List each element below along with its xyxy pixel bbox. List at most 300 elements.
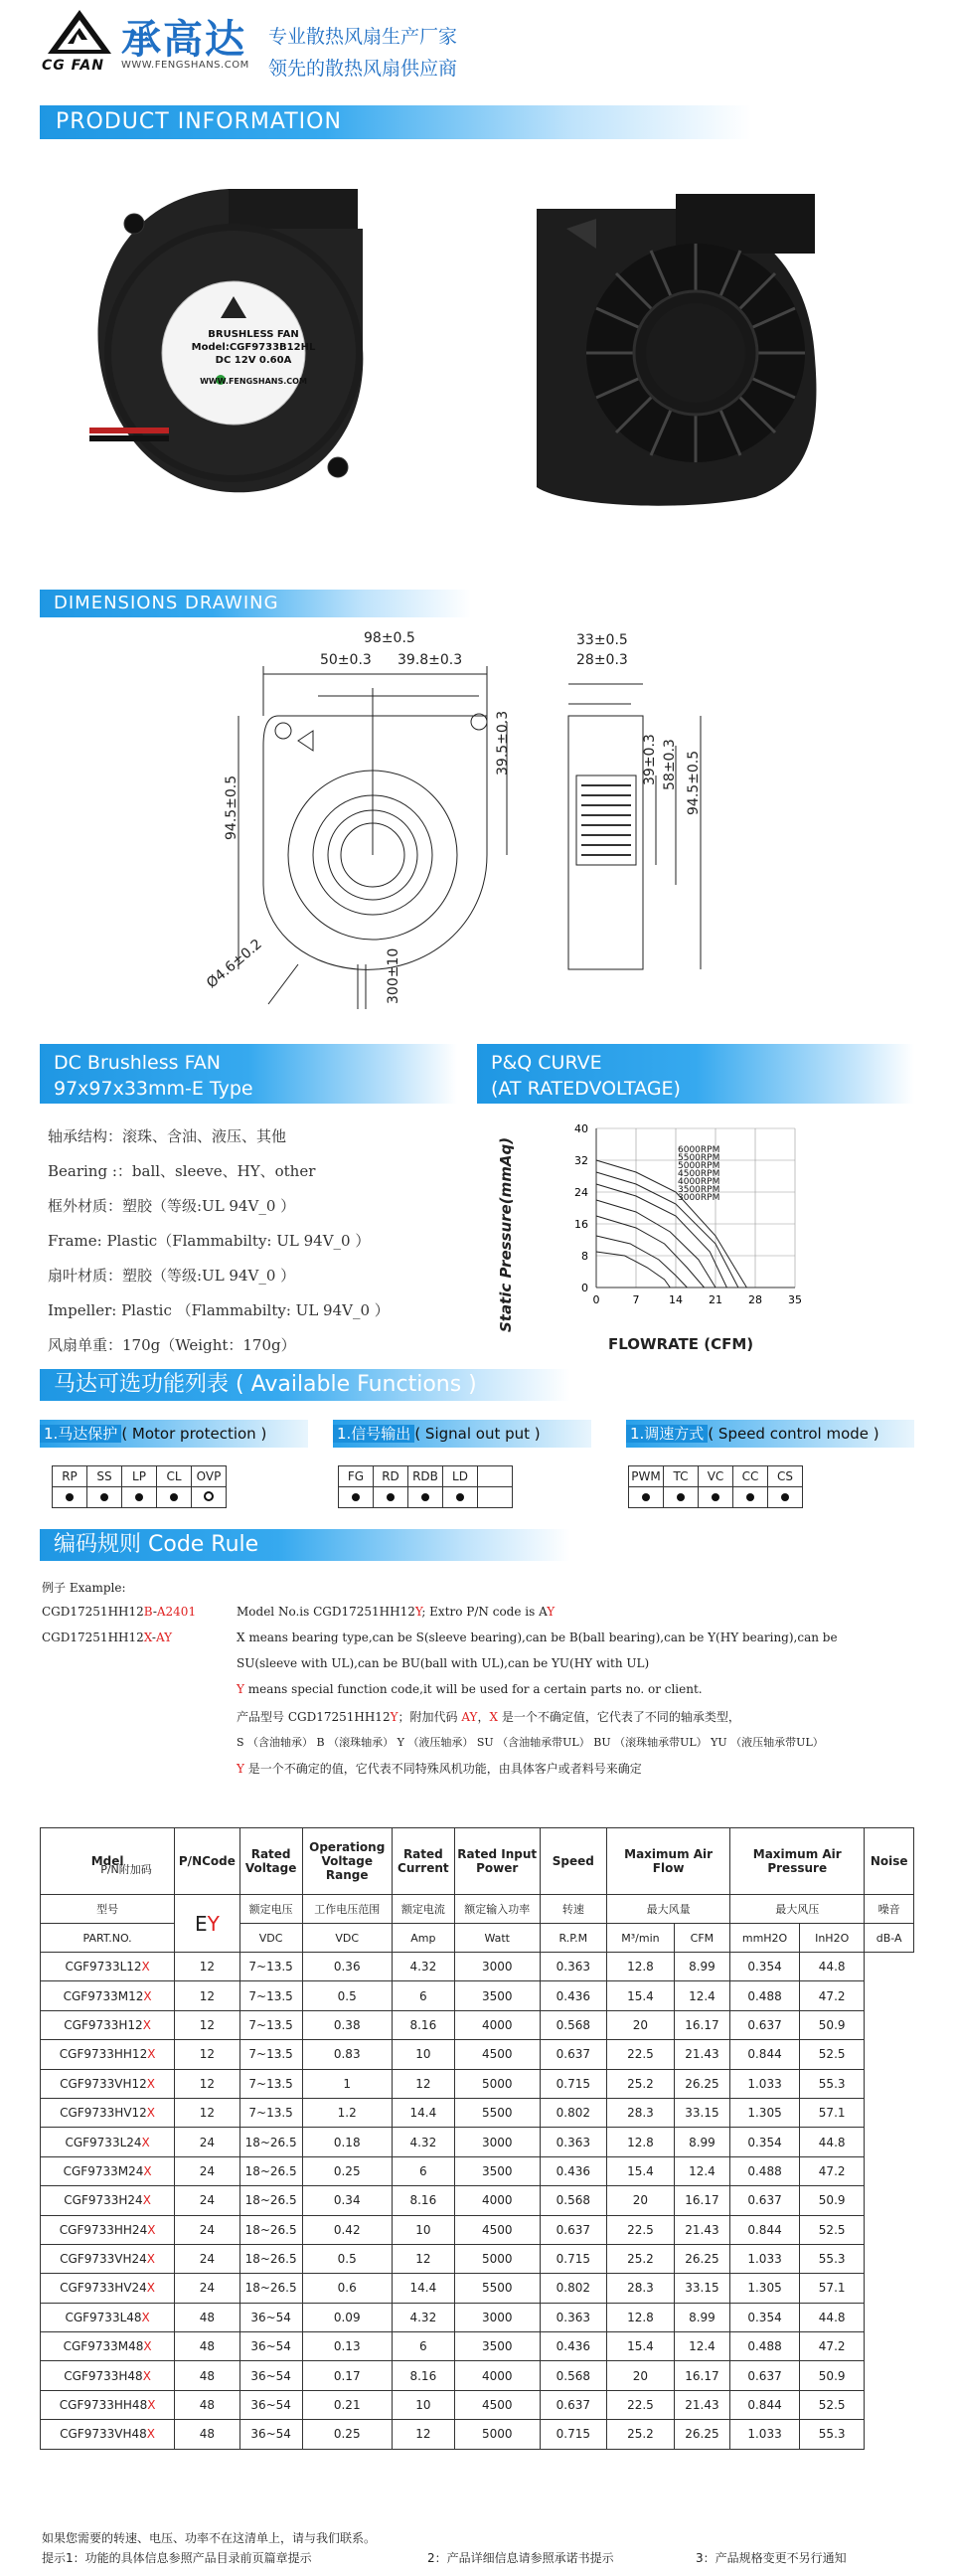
unit-cell: M³/min — [607, 1924, 675, 1953]
cg-fan-logo-icon — [48, 10, 111, 54]
model-cell: CGF9733M12X — [41, 1981, 175, 2010]
cell-m3: 0.568 — [540, 2186, 607, 2215]
cell-w: 4.32 — [392, 1953, 454, 1981]
cell-v: 24 — [175, 2186, 239, 2215]
cell-a: 0.83 — [302, 2040, 392, 2069]
cell-cfm: 28.3 — [607, 2098, 675, 2127]
cell-cfm: 28.3 — [607, 2274, 675, 2303]
cell-s: 3500 — [454, 1981, 540, 2010]
sub-header: 噪音 — [865, 1895, 914, 1924]
th-rated-voltage: Rated Voltage — [239, 1828, 302, 1895]
code-example-label: 例子 Example: — [42, 1581, 126, 1595]
table-row — [41, 2332, 914, 2361]
spec-line: Impeller: Plastic （Flammabilty: UL 94V_0 ） — [48, 1301, 390, 1319]
slogan-2: 领先的散热风扇供应商 — [268, 58, 458, 80]
fn-label: FG — [339, 1466, 374, 1487]
x-tick-label: 28 — [748, 1293, 762, 1306]
speed-control-grid — [628, 1465, 803, 1508]
cell-in: 0.354 — [730, 1953, 800, 1981]
cell-m3: 0.802 — [540, 2098, 607, 2127]
cell-r: 18~26.5 — [239, 2244, 302, 2273]
x-tick-label: 21 — [709, 1293, 722, 1306]
table-row — [41, 2390, 914, 2419]
model-cell: CGF9733H24X — [41, 2186, 175, 2215]
cell-r: 7~13.5 — [239, 1981, 302, 2010]
code-x-line2: SU(sleeve with UL),can be BU(ball with UL),can be YU(HY with UL) — [237, 1656, 650, 1670]
model-cell: CGF9733HH24X — [41, 2215, 175, 2244]
option-dot-icon — [746, 1493, 754, 1501]
model-cell: CGF9733VH12X — [41, 2069, 175, 2098]
functions-heading: 马达可选功能列表 ( Available Functions ) — [40, 1369, 570, 1401]
cell-db: 52.5 — [799, 2040, 864, 2069]
model-cell: CGF9733M24X — [41, 2156, 175, 2185]
dim-39-8: 39.8±0.3 — [398, 652, 463, 668]
code-rule-heading: 编码规则 Code Rule — [40, 1529, 570, 1561]
x-tick-label: 0 — [592, 1293, 600, 1306]
cell-r: 7~13.5 — [239, 2069, 302, 2098]
series-label: 3500RPM — [678, 1185, 720, 1195]
cell-s: 5500 — [454, 2098, 540, 2127]
cell-db: 52.5 — [799, 2215, 864, 2244]
cell-a: 0.36 — [302, 1953, 392, 1981]
cell-m3: 0.363 — [540, 2303, 607, 2331]
fan-back-photo — [527, 189, 825, 517]
cell-in: 0.488 — [730, 1981, 800, 2010]
unit-cell: InH2O — [799, 1924, 864, 1953]
cell-v: 48 — [175, 2332, 239, 2361]
series-label: 4500RPM — [678, 1169, 720, 1179]
table-row — [41, 2098, 914, 2127]
cell-v: 48 — [175, 2303, 239, 2331]
cell-r: 7~13.5 — [239, 2098, 302, 2127]
unit-cell: CFM — [674, 1924, 729, 1953]
unit-cell: VDC — [239, 1924, 302, 1953]
fn-label: LD — [443, 1466, 478, 1487]
cell-w: 12 — [392, 2069, 454, 2098]
sub-header: 型号 — [41, 1895, 175, 1924]
dim-39-5: 39.5±0.3 — [495, 710, 511, 775]
cell-in: 0.488 — [730, 2332, 800, 2361]
th-rated-current: Rated Current — [392, 1828, 454, 1895]
model-cell: CGF9733HV12X — [41, 2098, 175, 2127]
cell-m3: 0.637 — [540, 2390, 607, 2419]
cell-db: 55.3 — [799, 2420, 864, 2449]
fn-label: SS — [87, 1466, 122, 1487]
series-label: 3000RPM — [678, 1193, 720, 1203]
option-dot-icon — [66, 1493, 74, 1501]
cell-s: 4000 — [454, 2186, 540, 2215]
unit-cell: dB-A — [865, 1924, 914, 1953]
cell-db: 47.2 — [799, 2156, 864, 2185]
model-cell: CGF9733HH12X — [41, 2040, 175, 2069]
table-row — [41, 2186, 914, 2215]
cell-r: 18~26.5 — [239, 2215, 302, 2244]
cell-r: 18~26.5 — [239, 2128, 302, 2156]
motor-protection-heading: 1.马达保护 ( Motor protection ) — [40, 1420, 308, 1448]
th-voltage-range: Operationg Voltage Range — [302, 1828, 392, 1895]
cell-m3: 0.436 — [540, 2332, 607, 2361]
cell-r: 36~54 — [239, 2361, 302, 2390]
dimensions-drawing — [209, 626, 765, 1014]
sub-header: 转速 — [540, 1895, 607, 1924]
cell-cfm: 12.8 — [607, 1953, 675, 1981]
model-cell: CGF9733HV24X — [41, 2274, 175, 2303]
cell-a: 0.25 — [302, 2420, 392, 2449]
chart-ylabel: Static Pressure(mmAq) — [497, 1136, 515, 1332]
cell-v: 24 — [175, 2156, 239, 2185]
cell-w: 14.4 — [392, 2098, 454, 2127]
option-dot-icon — [456, 1493, 464, 1501]
cell-in: 0.637 — [730, 2186, 800, 2215]
footer-line1: 如果您需要的转速、电压、功率不在这清单上，请与我们联系。 — [42, 2531, 377, 2545]
cell-m3: 0.715 — [540, 2420, 607, 2449]
series-line-3000rpm — [596, 1252, 670, 1288]
code-cn-line3: Y 是一个不确定的值，它代表不同特殊风机功能，由具体客户或者料号来确定 — [237, 1762, 642, 1776]
cell-w: 6 — [392, 2156, 454, 2185]
y-tick-label: 16 — [574, 1218, 588, 1231]
cell-in: 0.844 — [730, 2040, 800, 2069]
footer-line2c: 3：产品规格变更不另行通知 — [696, 2551, 847, 2565]
cell-s: 4500 — [454, 2390, 540, 2419]
cell-v: 24 — [175, 2274, 239, 2303]
cell-cfm: 25.2 — [607, 2420, 675, 2449]
cell-r: 7~13.5 — [239, 2010, 302, 2039]
code-y-line: Y means special function code,it will be used for a certain parts no. or client. — [237, 1682, 703, 1696]
dim-39: 39±0.3 — [642, 734, 658, 785]
table-row — [41, 2244, 914, 2273]
dim-28: 28±0.3 — [576, 652, 628, 668]
cell-m3: 0.568 — [540, 2010, 607, 2039]
signal-output-grid — [338, 1465, 513, 1508]
cell-mm: 26.25 — [674, 2069, 729, 2098]
cell-v: 12 — [175, 1953, 239, 1981]
cell-a: 0.34 — [302, 2186, 392, 2215]
cell-db: 44.8 — [799, 2303, 864, 2331]
option-dot-icon — [642, 1493, 650, 1501]
table-row — [41, 1981, 914, 2010]
cell-db: 47.2 — [799, 1981, 864, 2010]
option-dot-icon — [170, 1493, 178, 1501]
table-row — [41, 2010, 914, 2039]
cell-v: 12 — [175, 2069, 239, 2098]
spec-line: Bearing :：ball、sleeve、HY、other — [48, 1162, 316, 1180]
unit-cell: R.P.M — [540, 1924, 607, 1953]
sub-header: 额定输入功率 — [454, 1895, 540, 1924]
th-speed: Speed — [540, 1828, 607, 1895]
cell-m3: 0.715 — [540, 2244, 607, 2273]
cell-in: 0.844 — [730, 2215, 800, 2244]
type-heading-line1: DC Brushless FAN — [54, 1052, 221, 1074]
th-air-pressure: Maximum Air Pressure — [730, 1828, 865, 1895]
dimensions-heading: DIMENSIONS DRAWING — [40, 590, 471, 617]
cell-a: 0.17 — [302, 2361, 392, 2390]
cell-db: 57.1 — [799, 2098, 864, 2127]
cell-s: 3500 — [454, 2156, 540, 2185]
cell-w: 10 — [392, 2040, 454, 2069]
cell-m3: 0.568 — [540, 2361, 607, 2390]
type-heading-line2: 97x97x33mm-E Type — [54, 1078, 253, 1100]
sub-header: 工作电压范围 — [302, 1895, 392, 1924]
cell-db: 52.5 — [799, 2390, 864, 2419]
y-tick-label: 24 — [574, 1186, 588, 1199]
cell-a: 0.13 — [302, 2332, 392, 2361]
cell-r: 7~13.5 — [239, 2040, 302, 2069]
cell-cfm: 12.8 — [607, 2128, 675, 2156]
cell-v: 12 — [175, 2040, 239, 2069]
dim-hole: Ø4.6±0.2 — [204, 936, 265, 992]
cell-db: 47.2 — [799, 2332, 864, 2361]
cell-a: 0.09 — [302, 2303, 392, 2331]
cell-r: 36~54 — [239, 2303, 302, 2331]
cell-mm: 12.4 — [674, 1981, 729, 2010]
cell-cfm: 25.2 — [607, 2244, 675, 2273]
pq-heading — [477, 1044, 914, 1104]
cell-r: 36~54 — [239, 2390, 302, 2419]
series-line-4000rpm — [596, 1216, 705, 1288]
unit-cell: mmH2O — [730, 1924, 800, 1953]
cell-s: 3000 — [454, 2128, 540, 2156]
cell-a: 0.6 — [302, 2274, 392, 2303]
pn-code-cell: EY — [175, 1895, 239, 1953]
dim-33: 33±0.5 — [576, 632, 628, 648]
cell-s: 5000 — [454, 2244, 540, 2273]
cell-m3: 0.436 — [540, 1981, 607, 2010]
cell-s: 5500 — [454, 2274, 540, 2303]
cell-mm: 8.99 — [674, 2303, 729, 2331]
sub-header: 最大风压 — [730, 1895, 865, 1924]
cell-a: 1.2 — [302, 2098, 392, 2127]
code-example-1-note: Model No.is CGD17251HH12Y; Extro P/N code is AY — [237, 1605, 556, 1619]
footer-line2a: 提示1：功能的具体信息参照产品目录前页篇章提示 — [42, 2551, 312, 2565]
cell-mm: 21.43 — [674, 2215, 729, 2244]
cell-w: 4.32 — [392, 2303, 454, 2331]
cell-m3: 0.802 — [540, 2274, 607, 2303]
cell-cfm: 22.5 — [607, 2215, 675, 2244]
cell-w: 12 — [392, 2244, 454, 2273]
option-dot-icon — [387, 1493, 395, 1501]
cell-cfm: 15.4 — [607, 2332, 675, 2361]
cell-db: 57.1 — [799, 2274, 864, 2303]
option-dot-icon — [135, 1493, 143, 1501]
spec-line: 框外材质：塑胶（等级:UL 94V_0 ） — [48, 1197, 296, 1215]
fan-label-line3: DC 12V 0.60A — [215, 355, 292, 366]
cell-cfm: 25.2 — [607, 2069, 675, 2098]
sub-header: 额定电流 — [392, 1895, 454, 1924]
cell-mm: 33.15 — [674, 2274, 729, 2303]
th-air-flow: Maximum Air Flow — [607, 1828, 730, 1895]
cell-db: 55.3 — [799, 2244, 864, 2273]
th-input-power: Rated Input Power — [454, 1828, 540, 1895]
cell-cfm: 20 — [607, 2010, 675, 2039]
cell-cfm: 15.4 — [607, 1981, 675, 2010]
series-label: 6000RPM — [678, 1145, 720, 1155]
cell-cfm: 20 — [607, 2186, 675, 2215]
model-cell: CGF9733M48X — [41, 2332, 175, 2361]
cell-db: 50.9 — [799, 2361, 864, 2390]
pn-sub-header: P/N附加码 — [100, 1863, 152, 1876]
cell-in: 0.354 — [730, 2303, 800, 2331]
option-dot-icon — [100, 1493, 108, 1501]
brand-en: CG FAN — [42, 58, 104, 74]
cell-v: 48 — [175, 2390, 239, 2419]
cell-w: 6 — [392, 1981, 454, 2010]
dim-98: 98±0.5 — [364, 630, 415, 646]
cell-a: 0.5 — [302, 1981, 392, 2010]
cell-m3: 0.637 — [540, 2215, 607, 2244]
cell-mm: 12.4 — [674, 2332, 729, 2361]
th-noise: Noise — [865, 1828, 914, 1895]
y-tick-label: 0 — [581, 1282, 588, 1294]
cell-mm: 16.17 — [674, 2361, 729, 2390]
model-cell: CGF9733H48X — [41, 2361, 175, 2390]
speed-control-heading: 1.调速方式 ( Speed control mode ) — [626, 1420, 914, 1448]
cell-s: 3000 — [454, 1953, 540, 1981]
series-label: 4000RPM — [678, 1177, 720, 1187]
sub-header: 额定电压 — [239, 1895, 302, 1924]
fn-label: CC — [733, 1466, 768, 1487]
cell-mm: 33.15 — [674, 2098, 729, 2127]
table-row — [41, 2303, 914, 2331]
cell-v: 12 — [175, 2098, 239, 2127]
cell-v: 24 — [175, 2128, 239, 2156]
option-dot-icon — [781, 1493, 789, 1501]
th-model: Mdel — [41, 1828, 175, 1895]
cell-in: 0.637 — [730, 2361, 800, 2390]
cell-db: 44.8 — [799, 1953, 864, 1981]
dim-50: 50±0.3 — [320, 652, 372, 668]
dim-94-5-front: 94.5±0.5 — [224, 774, 239, 840]
y-tick-label: 8 — [581, 1250, 588, 1263]
x-tick-label: 7 — [632, 1293, 640, 1306]
unit-cell: VDC — [302, 1924, 392, 1953]
cell-in: 1.305 — [730, 2274, 800, 2303]
cell-a: 1 — [302, 2069, 392, 2098]
table-row — [41, 2274, 914, 2303]
cell-cfm: 22.5 — [607, 2390, 675, 2419]
model-cell: CGF9733L12X — [41, 1953, 175, 1981]
cell-s: 4000 — [454, 2361, 540, 2390]
fn-label: LP — [122, 1466, 157, 1487]
cell-a: 0.21 — [302, 2390, 392, 2419]
cell-m3: 0.436 — [540, 2156, 607, 2185]
unit-cell: PART.NO. — [41, 1924, 175, 1953]
unit-cell: Watt — [454, 1924, 540, 1953]
sub-header: 最大风量 — [607, 1895, 730, 1924]
cell-in: 1.305 — [730, 2098, 800, 2127]
fan-label-line2: Model:CGF9733B12HL — [191, 342, 316, 353]
cell-mm: 21.43 — [674, 2390, 729, 2419]
cell-s: 5000 — [454, 2420, 540, 2449]
cell-cfm: 22.5 — [607, 2040, 675, 2069]
x-tick-label: 14 — [669, 1293, 683, 1306]
fan-label-line1: BRUSHLESS FAN — [208, 329, 299, 340]
cell-db: 44.8 — [799, 2128, 864, 2156]
cell-mm: 8.99 — [674, 2128, 729, 2156]
cell-w: 12 — [392, 2420, 454, 2449]
cell-m3: 0.363 — [540, 2128, 607, 2156]
cell-s: 5000 — [454, 2069, 540, 2098]
cell-w: 8.16 — [392, 2361, 454, 2390]
cell-w: 6 — [392, 2332, 454, 2361]
cell-in: 0.488 — [730, 2156, 800, 2185]
chart-xlabel: FLOWRATE (CFM) — [608, 1335, 754, 1353]
code-x-line1: X means bearing type,can be S(sleeve bearing),can be B(ball bearing),can be Y(HY bearing),can be — [237, 1631, 838, 1644]
cell-db: 55.3 — [799, 2069, 864, 2098]
motor-protection-grid — [52, 1465, 227, 1508]
dim-94-5-side: 94.5±0.5 — [686, 750, 702, 815]
fn-label: CS — [768, 1466, 803, 1487]
cell-mm: 16.17 — [674, 2186, 729, 2215]
spec-line: Frame: Plastic（Flammabilty: UL 94V_0 ） — [48, 1232, 371, 1250]
table-row — [41, 2420, 914, 2449]
fn-label: PWM — [629, 1466, 664, 1487]
cell-w: 14.4 — [392, 2274, 454, 2303]
cell-in: 0.637 — [730, 2010, 800, 2039]
series-label: 5500RPM — [678, 1153, 720, 1163]
cell-cfm: 20 — [607, 2361, 675, 2390]
code-cn-line2: S （含油轴承） B （滚珠轴承） Y （液压轴承） SU （含油轴承带UL） BU （滚珠轴承带UL） YU （液压轴承带UL） — [237, 1736, 824, 1749]
cell-r: 18~26.5 — [239, 2156, 302, 2185]
table-row — [41, 2215, 914, 2244]
th-pn-code: P/NCode — [175, 1828, 239, 1895]
option-dot-icon — [677, 1493, 685, 1501]
fn-label: TC — [664, 1466, 699, 1487]
fn-label: VC — [699, 1466, 733, 1487]
table-row — [41, 2156, 914, 2185]
model-cell: CGF9733VH24X — [41, 2244, 175, 2273]
cell-s: 3500 — [454, 2332, 540, 2361]
spec-table — [40, 1827, 914, 2450]
cell-cfm: 12.8 — [607, 2303, 675, 2331]
cell-w: 8.16 — [392, 2186, 454, 2215]
cell-db: 50.9 — [799, 2010, 864, 2039]
pq-heading-line1: P&Q CURVE — [491, 1052, 602, 1074]
cell-r: 18~26.5 — [239, 2274, 302, 2303]
slogan-1: 专业散热风扇生产厂家 — [268, 26, 458, 48]
unit-cell: Amp — [392, 1924, 454, 1953]
cell-a: 0.38 — [302, 2010, 392, 2039]
spec-line: 扇叶材质：塑胶（等级:UL 94V_0 ） — [48, 1267, 296, 1285]
y-tick-label: 32 — [574, 1154, 588, 1167]
code-example-1: CGD17251HH12B-A2401 — [42, 1605, 197, 1619]
cell-a: 0.18 — [302, 2128, 392, 2156]
option-dot-icon — [712, 1493, 719, 1501]
fn-label: RD — [374, 1466, 408, 1487]
code-cn-line1: 产品型号 CGD17251HH12Y；附加代码 AY，X 是一个不确定值，它代表了不同的轴承类型， — [237, 1710, 740, 1724]
cell-w: 4.32 — [392, 2128, 454, 2156]
cell-v: 48 — [175, 2420, 239, 2449]
fn-label: RP — [53, 1466, 87, 1487]
dim-300: 300±10 — [386, 947, 401, 1004]
cell-cfm: 15.4 — [607, 2156, 675, 2185]
fn-label: OVP — [192, 1466, 227, 1487]
cell-mm: 16.17 — [674, 2010, 729, 2039]
signal-output-heading: 1.信号输出 ( Signal out put ) — [333, 1420, 591, 1448]
table-row — [41, 2069, 914, 2098]
cell-v: 12 — [175, 2010, 239, 2039]
pq-heading-line2: (AT RATEDVOLTAGE) — [491, 1078, 681, 1100]
cell-r: 18~26.5 — [239, 2186, 302, 2215]
option-dot-icon — [421, 1493, 429, 1501]
cell-s: 4500 — [454, 2040, 540, 2069]
spec-line: 风扇单重：170g（Weight：170g） — [48, 1336, 296, 1354]
cell-v: 12 — [175, 1981, 239, 2010]
cell-r: 7~13.5 — [239, 1953, 302, 1981]
cell-m3: 0.715 — [540, 2069, 607, 2098]
model-cell: CGF9733H12X — [41, 2010, 175, 2039]
cell-a: 0.25 — [302, 2156, 392, 2185]
cell-a: 0.42 — [302, 2215, 392, 2244]
